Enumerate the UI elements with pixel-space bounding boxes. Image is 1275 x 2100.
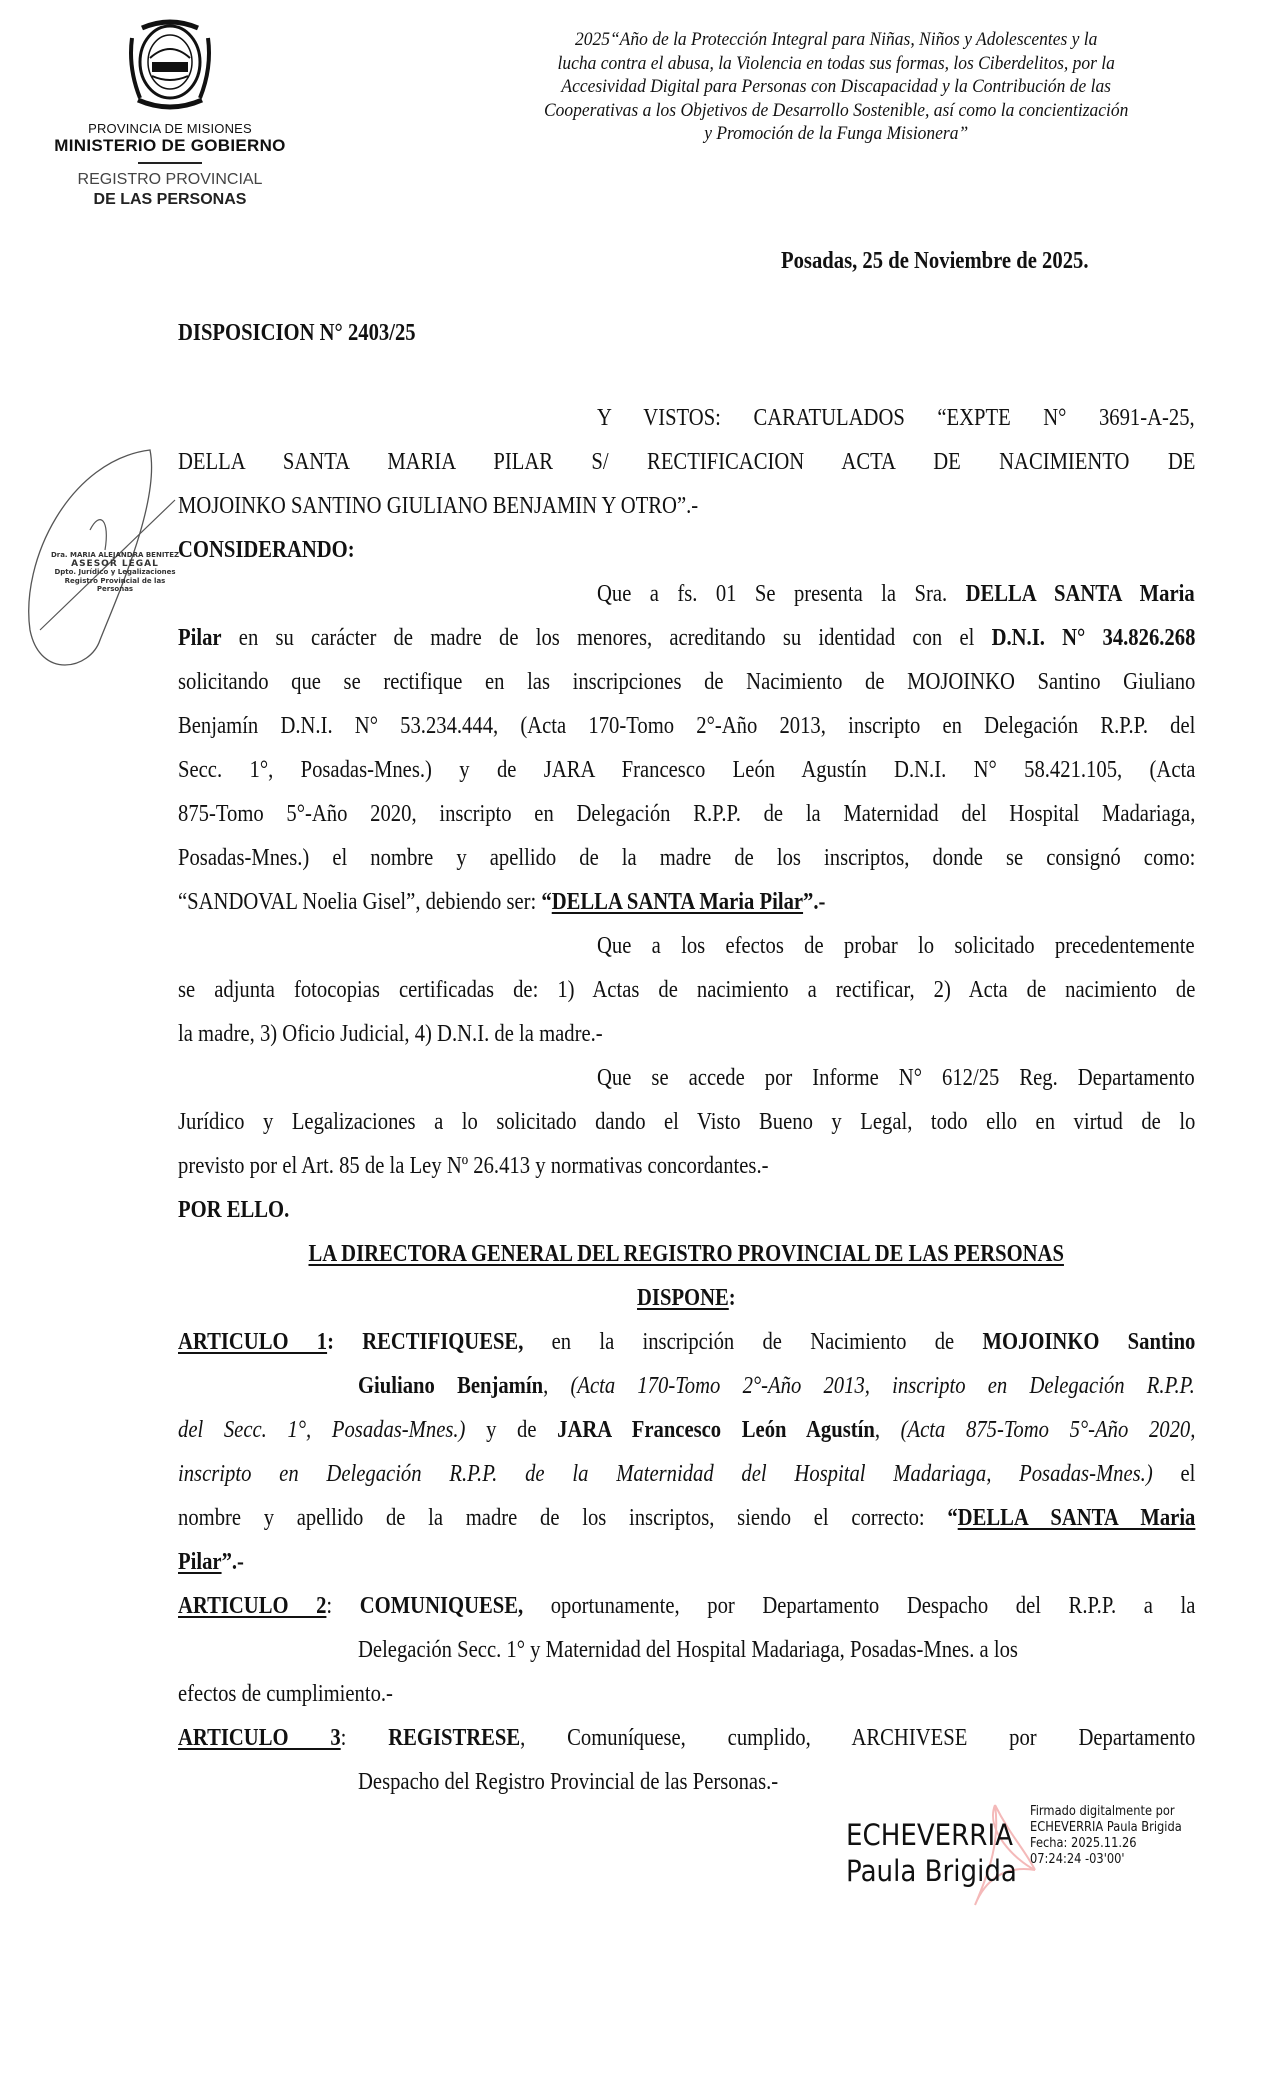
correct-mother-name: DELLA SANTA Maria Pilar (551, 889, 804, 915)
art1-line6: Pilar”.- (178, 1549, 244, 1575)
place-date: Posadas, 25 de Noviembre de 2025. (781, 248, 1089, 274)
year-motto (505, 28, 1167, 146)
motto-line: lucha contra el abusa, la Violencia en todas sus formas, los Ciberdelitos, por la (557, 52, 1115, 74)
motto-line: y Promoción de la Funga Misionera” (704, 123, 969, 144)
art1-line2: Giuliano Benjamín, (Acta 170-Tomo 2°-Año 2013, inscripto en Delegación R.P.P. (358, 1373, 1195, 1399)
motto-line: Accesividad Digital para Personas con Discapacidad y la Contribución de las (561, 76, 1111, 97)
ministry-label: MINISTERIO DE GOBIERNO (54, 136, 286, 155)
p2-line3: la madre, 3) Oficio Judicial, 4) D.N.I. de la madre.- (178, 1021, 603, 1047)
art1-line5: nombre y apellido de la madre de los inscriptos, siendo el correcto: “DELLA SANTA Maria (178, 1505, 1196, 1531)
p1-line4: Benjamín D.N.I. N° 53.234.444, (Acta 170-Tomo 2°-Año 2013, inscripto en Delegación R.P.P. del (178, 713, 1196, 739)
article-1-label: ARTICULO 1 (178, 1329, 328, 1355)
motto-line: 2025“Año de la Protección Integral para Niñas, Niños y Adolescentes y la (574, 29, 1098, 50)
vistos-line1: Y VISTOS: CARATULADOS “EXPTE N° 3691-A-25, (597, 405, 1195, 431)
p1-line2: Pilar en su carácter de madre de los menores, acreditando su identidad con el D.N.I. N° 34.826.268 (178, 625, 1196, 651)
p1-line1: Que a fs. 01 Se presenta la Sra. DELLA SANTA Maria (597, 581, 1195, 607)
dispone-heading: DISPONE: (637, 1285, 736, 1311)
article-2-label: ARTICULO 2 (178, 1593, 327, 1619)
logo-divider (138, 162, 202, 164)
motto-line: Cooperativas a los Objetivos de Desarrollo Sostenible, así como la concientización (543, 99, 1129, 121)
art3-line2: Despacho del Registro Provincial de las Personas.- (358, 1769, 779, 1795)
art2-line2: Delegación Secc. 1° y Maternidad del Hospital Madariaga, Posadas-Mnes. a los (358, 1637, 1018, 1663)
art1-line1: ARTICULO 1: RECTIFIQUESE, en la inscripción de Nacimiento de MOJOINKO Santino (178, 1329, 1196, 1355)
province-crest-icon (120, 18, 220, 110)
signature-info: Firmado digitalmente por ECHEVERRIA Paula Brigida Fecha: 2025.11.26 07:24:24 -03'00' (1030, 1804, 1182, 1867)
art2-line3: efectos de cumplimiento.- (178, 1681, 393, 1707)
p3-line2: Jurídico y Legalizaciones a lo solicitado dando el Visto Bueno y Legal, todo ello en virtud de lo (178, 1109, 1196, 1135)
ministry-logo (40, 18, 300, 210)
vistos-line2: DELLA SANTA MARIA PILAR S/ RECTIFICACION ACTA DE NACIMIENTO DE (178, 449, 1196, 475)
article-3-label: ARTICULO 3 (178, 1725, 341, 1751)
considerando-label: CONSIDERANDO: (178, 537, 355, 563)
p2-line1: Que a los efectos de probar lo solicitado precedentemente (597, 933, 1195, 959)
authority-heading: LA DIRECTORA GENERAL DEL REGISTRO PROVINCIAL DE LAS PERSONAS (308, 1241, 1065, 1267)
legal-stamp: Dra. MARIA ALEJANDRA BENITEZ ASESOR LEGAL Dpto. Jurídico y Legalizaciones Registro Provincial de las Personas (50, 551, 180, 593)
art1-line3: del Secc. 1°, Posadas-Mnes.) y de JARA Francesco León Agustín, (Acta 875-Tomo 5°-Año 2020, (178, 1417, 1196, 1443)
art2-line1: ARTICULO 2: COMUNIQUESE, oportunamente, por Departamento Despacho del R.P.P. a la (178, 1593, 1196, 1619)
p1-line3: solicitando que se rectifique en las inscripciones de Nacimiento de MOJOINKO Santino Giuliano (178, 669, 1196, 695)
signer-name: ECHEVERRIA Paula Brigida (846, 1818, 1017, 1888)
registry-label-line2: DE LAS PERSONAS (93, 191, 247, 208)
art3-line1: ARTICULO 3: REGISTRESE, Comuníquese, cumplido, ARCHIVESE por Departamento (178, 1725, 1196, 1751)
por-ello: POR ELLO. (178, 1197, 290, 1223)
p1-line6: 875-Tomo 5°-Año 2020, inscripto en Delegación R.P.P. de la Maternidad del Hospital Madariaga, (178, 801, 1196, 827)
p1-line8: “SANDOVAL Noelia Gisel”, debiendo ser: “DELLA SANTA Maria Pilar”.- (178, 889, 826, 915)
province-label: PROVINCIA DE MISIONES (88, 121, 252, 136)
p3-line3: previsto por el Art. 85 de la Ley Nº 26.413 y normativas concordantes.- (178, 1153, 769, 1179)
vistos-line3: MOJOINKO SANTINO GIULIANO BENJAMIN Y OTRO”.- (178, 493, 699, 519)
registry-label-line1: REGISTRO PROVINCIAL (77, 171, 263, 188)
p1-line5: Secc. 1°, Posadas-Mnes.) y de JARA Francesco León Agustín D.N.I. N° 58.421.105, (Acta (178, 757, 1196, 783)
p2-line2: se adjunta fotocopias certificadas de: 1) Actas de nacimiento a rectificar, 2) Acta de nacimiento de (178, 977, 1196, 1003)
art1-line4: inscripto en Delegación R.P.P. de la Maternidad del Hospital Madariaga, Posadas-Mnes.) el (178, 1461, 1196, 1487)
p3-line1: Que se accede por Informe N° 612/25 Reg. Departamento (597, 1065, 1195, 1091)
disposition-title: DISPOSICION N° 2403/25 (178, 320, 416, 346)
p1-line7: Posadas-Mnes.) el nombre y apellido de la madre de los inscriptos, donde se consignó como: (178, 845, 1196, 871)
